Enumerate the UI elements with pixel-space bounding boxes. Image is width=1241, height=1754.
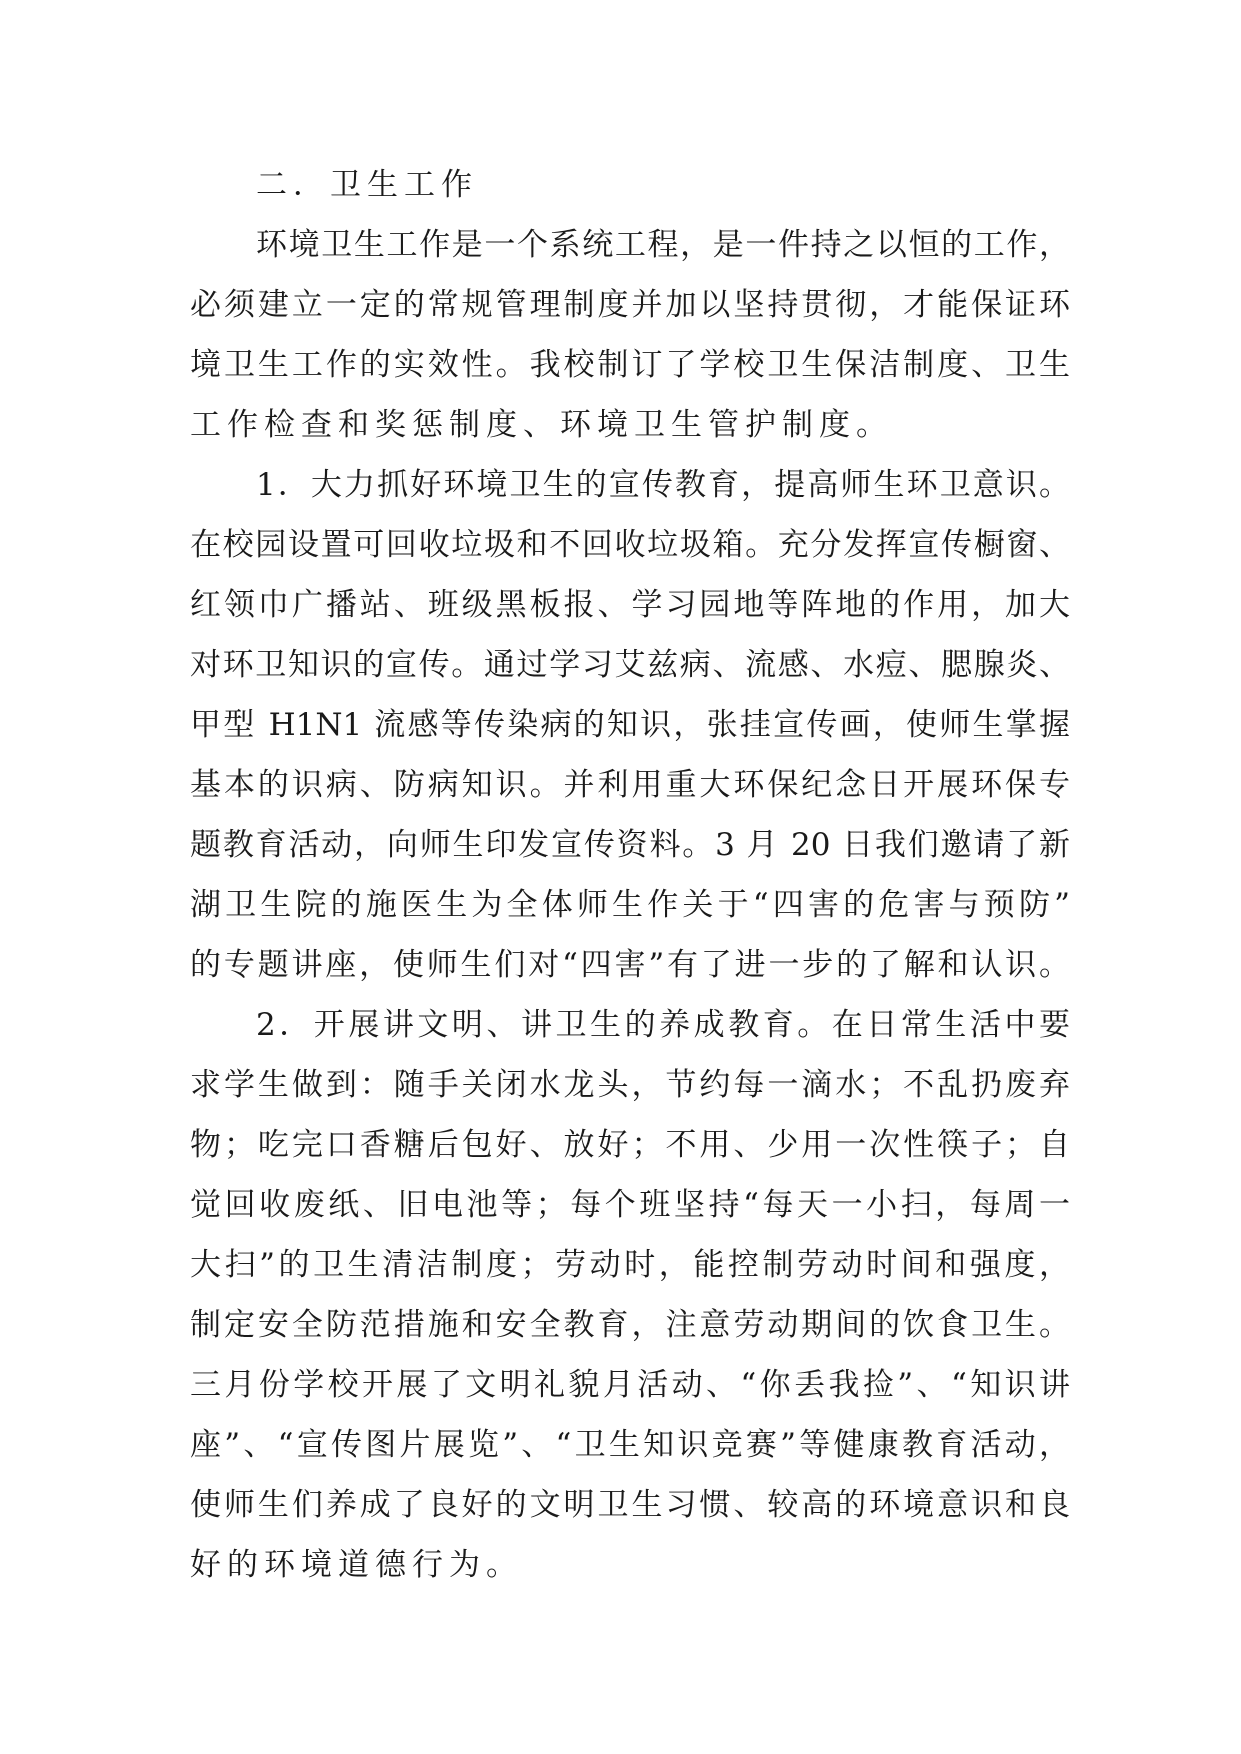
paragraph-line: 题教育活动，向师生印发宣传资料。3 月 20 日我们邀请了新 [190,827,1070,863]
paragraph-line: 基本的识病、防病知识。并利用重大环保纪念日开展环保专 [190,767,1070,803]
document-body [190,155,1070,1595]
paragraph-line: 使师生们养成了良好的文明卫生习惯、较高的环境意识和良 [190,1487,1070,1523]
paragraph-line: 物；吃完口香糖后包好、放好；不用、少用一次性筷子；自 [190,1127,1070,1163]
paragraph-line: 工作检查和奖惩制度、环境卫生管护制度。 [190,407,893,443]
paragraph-line: 2．开展讲文明、讲卫生的养成教育。在日常生活中要 [256,1007,1070,1043]
paragraph-line: 对环卫知识的宣传。通过学习艾兹病、流感、水痘、腮腺炎、 [190,647,1070,683]
paragraph-line: 甲型 H1N1 流感等传染病的知识，张挂宣传画，使师生掌握 [190,707,1070,743]
paragraph-line: 好的环境道德行为。 [190,1547,523,1583]
paragraph-line: 在校园设置可回收垃圾和不回收垃圾箱。充分发挥宣传橱窗、 [190,527,1070,563]
paragraph-line: 觉回收废纸、旧电池等；每个班坚持“每天一小扫，每周一 [190,1187,1070,1223]
section-heading: 二．卫生工作 [256,167,478,203]
paragraph-line: 环境卫生工作是一个系统工程，是一件持之以恒的工作， [256,227,1070,263]
paragraph-line: 求学生做到：随手关闭水龙头，节约每一滴水；不乱扔废弃 [190,1067,1070,1103]
paragraph-line: 必须建立一定的常规管理制度并加以坚持贯彻，才能保证环 [190,287,1070,323]
paragraph-line: 的专题讲座，使师生们对“四害”有了进一步的了解和认识。 [190,947,1070,983]
paragraph-line: 1．大力抓好环境卫生的宣传教育，提高师生环卫意识。 [256,467,1070,503]
paragraph-line: 湖卫生院的施医生为全体师生作关于“四害的危害与预防” [190,887,1070,923]
paragraph-line: 大扫”的卫生清洁制度；劳动时，能控制劳动时间和强度， [190,1247,1070,1283]
paragraph-line: 座”、“宣传图片展览”、“卫生知识竞赛”等健康教育活动， [190,1427,1070,1463]
paragraph-line: 红领巾广播站、班级黑板报、学习园地等阵地的作用，加大 [190,587,1070,623]
paragraph-line: 制定安全防范措施和安全教育，注意劳动期间的饮食卫生。 [190,1307,1070,1343]
paragraph-line: 三月份学校开展了文明礼貌月活动、“你丢我捡”、“知识讲 [190,1367,1070,1403]
paragraph-line: 境卫生工作的实效性。我校制订了学校卫生保洁制度、卫生 [190,347,1070,383]
